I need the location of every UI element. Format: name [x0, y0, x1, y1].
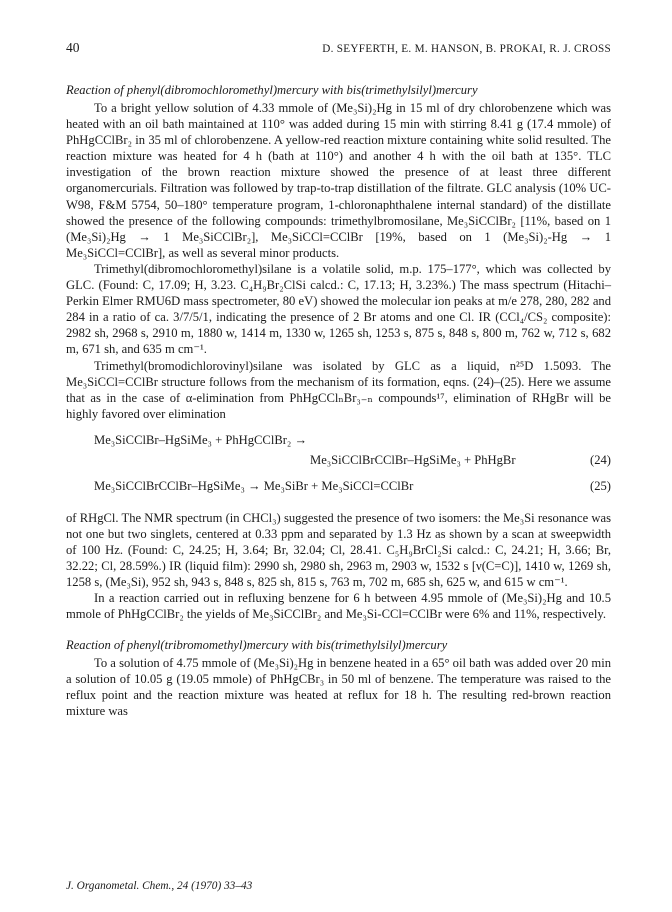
- page-header: [66, 40, 611, 62]
- section-title-tribromomethyl: Reaction of phenyl(tribromomethyl)mercury with bis(trimethylsilyl)mercury: [66, 637, 448, 652]
- equation-25-number: (25): [590, 478, 611, 493]
- equation-25: [66, 478, 611, 498]
- equation-24-left: Me₃SiCClBr–HgSiMe₃ + PhHgCClBr₂ →: [94, 432, 308, 447]
- equation-24-number: (24): [590, 452, 611, 467]
- running-head: D. SEYFERTH, E. M. HANSON, B. PROKAI, R. J. CROSS: [322, 43, 611, 55]
- equation-24-line-1: [66, 432, 611, 452]
- paragraph-vinyl-silane: Trimethyl(bromodichlorovinyl)silane was isolated by GLC as a liquid, n²⁵D 1.5093. The Me₃SiCCl=CClBr structure follows from the mechanism of its formation, eqns. (24)–(25). Here we assume that as in the case of α-elimination from PhHgCClₙBr₃₋ₙ compounds¹⁷, elimination of RHgBr will be highly favored over elimination: [66, 358, 611, 421]
- journal-page: [66, 40, 611, 719]
- equation-24-line-2: [66, 452, 611, 472]
- paragraph-tribromo-procedure: To a solution of 4.75 mmole of (Me₃Si)₂Hg in benzene heated in a 65° oil bath was added over 20 min a solution of 10.05 g (19.05 mmole) of PhHgCBr₃ in 50 ml of benzene. The temperature was raised to the reflux point and the reaction mixture was heated at reflux for 18 h. The resulting red-brown reaction mixture was: [66, 655, 611, 718]
- paragraph-procedure: To a bright yellow solution of 4.33 mmole of (Me₃Si)₂Hg in 15 ml of dry chlorobenzene which was heated with an oil bath maintained at 110° was added during 15 min with stirring 8.41 g (17.4 mmole) of PhHgCClBr₂ in 35 ml of chlorobenzene. A yellow-red reaction mixture containing white solid resulted. The reaction mixture was heated for 4 h (bath at 110°) and another 4 h with the oil bath at 135°. TLC investigation of the brown reaction mixture showed the presence of at least three different organomercurials. Filtration was followed by trap-to-trap distillation of the filtrate. GLC analysis (10% UC-W98, F&M 5754, 50–180° temperature program, 1-chloronaphthalene internal standard) of the distillate showed the presence of the following compounds: trimethylbromosilane, Me₃SiCClBr₂ [11%, based on 1 (Me₃Si)₂Hg → 1 Me₃SiCClBr₂], Me₃SiCCl=CClBr [19%, based on 1 (Me₃Si)₂-Hg → 1 Me₃SiCCl=CClBr], as well as several minor products.: [66, 101, 611, 260]
- equation-25-body: Me₃SiCClBrCClBr–HgSiMe₃ → Me₃SiBr + Me₃SiCCl=CClBr: [94, 478, 414, 493]
- journal-citation: J. Organometal. Chem., 24 (1970) 33–43: [66, 880, 253, 892]
- paragraph-benzene-reaction: In a reaction carried out in refluxing benzene for 6 h between 4.95 mmole of (Me₃Si)₂Hg and 10.5 mmole of PhHgCClBr₂ the yields of Me₃SiCClBr₂ and Me₃Si-CCl=CClBr were 6% and 11%, respectively.: [66, 591, 611, 622]
- paragraph-nmr-ir: of RHgCl. The NMR spectrum (in CHCl₃) suggested the presence of two isomers: the Me₃Si resonance was not one but two singlets, centered at 0.33 ppm and separated by 1.3 Hz as shown by a scan at sweepwidth of 100 Hz. (Found: C, 24.25; H, 3.64; Br, 32.04; Cl, 28.41. C₅H₉BrCl₂Si calcd.: C, 24.21; H, 3.66; Br, 32.22; Cl, 28.59%.) IR (liquid film): 2990 sh, 2980 sh, 2963 m, 2903 w, 1532 s [ν(C=C)], 1410 w, 1269 sh, 1258 s, (Me₃Si), 952 sh, 943 s, 848 s, 825 sh, 815 s, 763 m, 702 m, 685 sh, 625 w, and 615 w cm⁻¹.: [66, 510, 611, 590]
- equation-24-right: Me₃SiCClBrCClBr–HgSiMe₃ + PhHgBr: [310, 452, 516, 467]
- page-number: 40: [66, 40, 80, 55]
- paragraph-silane-characterization: Trimethyl(dibromochloromethyl)silane is a volatile solid, m.p. 175–177°, which was collected by GLC. (Found: C, 17.09; H, 3.23. C₄H₉Br₂ClSi calcd.: C, 17.13; H, 3.23%.) The mass spectrum (Hitachi–Perkin Elmer RMU6D mass spectrometer, 80 eV) showed the molecular ion peaks at m/e 278, 280, 282 and 284 in a ratio of ca. 3/7/5/1, indicating the presence of 2 Br atoms and one Cl. IR (CCl₄/CS₂ composite): 2982 sh, 2968 s, 2910 m, 1880 w, 1414 m, 1330 w, 1265 sh, 1253 s, 875 s, 848 s, 800 m, 762 w, 712 s, 682 m, 671 sh, and 635 m cm⁻¹.: [66, 261, 611, 357]
- equations: [66, 432, 611, 498]
- section-title-dibromochloromethyl: Reaction of phenyl(dibromochloromethyl)mercury with bis(trimethylsilyl)mercury: [66, 83, 478, 97]
